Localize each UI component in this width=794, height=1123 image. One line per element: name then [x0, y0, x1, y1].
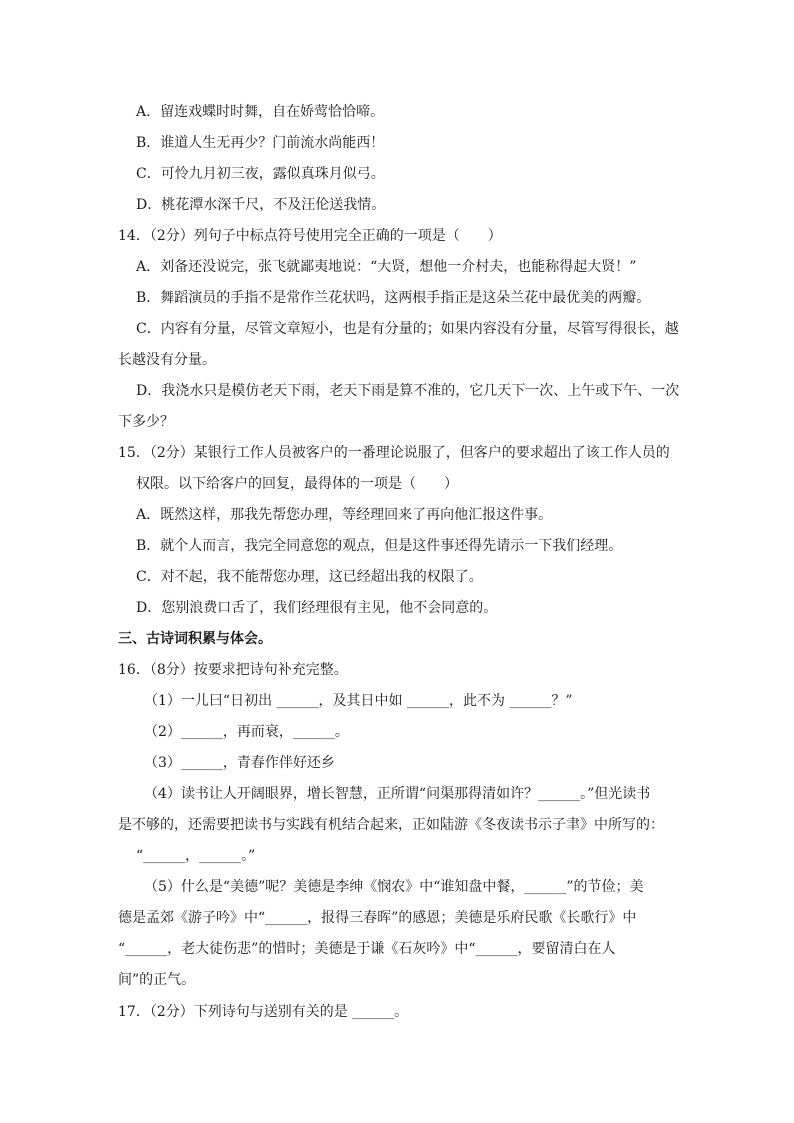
q15-option-c: C．对不起，我不能帮您办理，这已经超出我的权限了。 — [136, 569, 483, 585]
q16-stem: 16．（8分）按要求把诗句补充完整。 — [118, 662, 348, 678]
q15-option-b: B．就个人而言，我完全同意您的观点，但是这件事还得先请示一下我们经理。 — [136, 538, 623, 554]
q14-option-c-cont: 长越没有分量。 — [118, 352, 216, 368]
q14-option-d: D．我浇水只是模仿老天下雨，老天下雨是算不准的，它几天下一次、上午或下午、一次 — [136, 383, 680, 399]
q13-option-c: C．可怜九月初三夜，露似真珠月似弓。 — [136, 166, 385, 182]
q13-option-d: D．桃花潭水深千尺，不及汪伦送我情。 — [136, 197, 386, 213]
q14-option-b: B．舞蹈演员的手指不是常作兰花状吗，这两根手指正是这朵兰花中最优美的两瓣。 — [136, 290, 651, 306]
section-heading: 三、古诗词积累与体会。 — [118, 631, 272, 647]
q16-item-5-cont2: “______，老大徒伤悲”的惜时；美德是于谦《石灰吟》中“______，要留清白在人 — [118, 941, 616, 957]
q15-option-d: D．您别浪费口舌了，我们经理很有主见，他不会同意的。 — [136, 600, 498, 616]
q16-item-4-blanks: “______，______。” — [136, 848, 256, 864]
q14-option-a: A．刘备还没说完，张飞就鄙夷地说：“大贤，想他一介村夫，也能称得起大贤！” — [136, 259, 637, 275]
q16-item-5-cont3: 间”的正气。 — [118, 972, 196, 988]
q17-stem: 17．（2分）下列诗句与送别有关的是 ______。 — [118, 1004, 409, 1020]
q14-option-d-cont: 下多少？ — [118, 414, 174, 430]
q15-option-a: A．既然这样，那我先帮您办理，等经理回来了再向他汇报这件事。 — [136, 507, 553, 523]
q16-item-5: （5）什么是“美德”呢？美德是李绅《悯农》中“谁知盘中餐，______”的节俭；美 — [144, 879, 644, 895]
q16-item-4-cont: 是不够的，还需要把读书与实践有机结合起来，正如陆游《冬夜读书示子聿》中所写的： — [118, 817, 664, 833]
q13-option-a: A．留连戏蝶时时舞，自在娇莺恰恰啼。 — [136, 104, 385, 120]
q16-item-1: （1）一儿曰“日初出 ______，及其日中如 ______，此不为 ______？” — [144, 693, 573, 709]
q16-item-4: （4）读书让人开阔眼界，增长智慧，正所谓“问渠那得清如许？______。”但光读书 — [144, 786, 651, 802]
q16-item-3: （3）______，青春作伴好还乡 — [144, 755, 335, 771]
q15-stem-cont: 权限。以下给客户的回复，最得体的一项是（ ） — [136, 476, 458, 492]
q16-item-5-cont1: 德是孟郊《游子吟》中“______，报得三春晖”的感恩；美德是乐府民歌《长歌行》中 — [118, 910, 637, 926]
q15-stem: 15．（2分）某银行工作人员被客户的一番理论说服了，但客户的要求超出了该工作人员的 — [118, 445, 670, 461]
q14-option-c: C．内容有分量，尽管文章短小，也是有分量的；如果内容没有分量，尽管写得很长，越 — [136, 321, 679, 337]
q13-option-b: B．谁道人生无再少？门前流水尚能西！ — [136, 135, 385, 151]
q16-item-2: （2）______，再而衰，______。 — [144, 724, 349, 740]
q14-stem: 14．（2分）列句子中标点符号使用完全正确的一项是（ ） — [118, 228, 502, 244]
